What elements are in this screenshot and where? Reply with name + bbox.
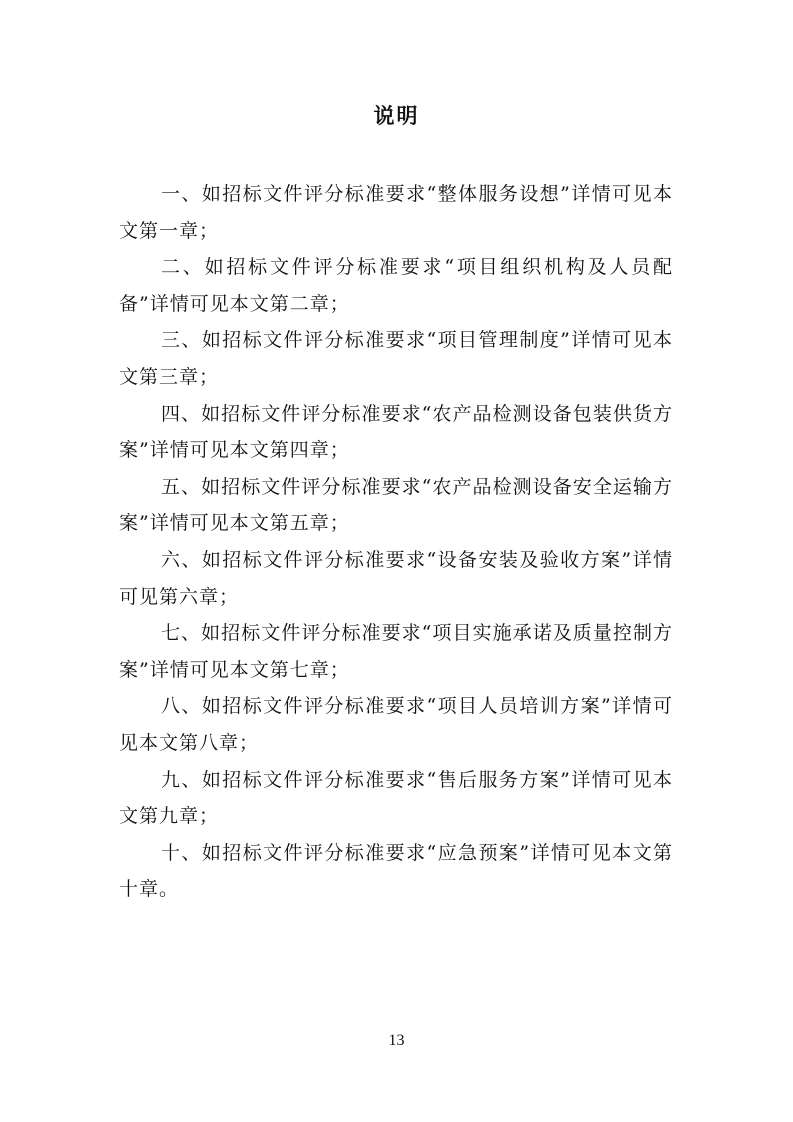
paragraph-5: 五、如招标文件评分标准要求“农产品检测设备安全运输方案”详情可见本文第五章；	[119, 475, 673, 535]
paragraph-1: 一、如招标文件评分标准要求“整体服务设想”详情可见本文第一章；	[119, 183, 673, 242]
page-number: 13	[388, 1032, 405, 1049]
paragraph-8: 八、如招标文件评分标准要求“项目人员培训方案”详情可见本文第八章；	[119, 695, 673, 754]
page-title: 说明	[373, 104, 420, 128]
paragraph-10: 十、如招标文件评分标准要求“应急预案”详情可见本文第十章。	[119, 841, 673, 901]
paragraph-2: 二、如招标文件评分标准要求“项目组织机构及人员配备”详情可见本文第二章；	[119, 256, 673, 315]
paragraph-9: 九、如招标文件评分标准要求“售后服务方案”详情可见本文第九章；	[119, 768, 673, 828]
paragraph-6: 六、如招标文件评分标准要求“设备安装及验收方案”详情可见第六章；	[119, 548, 673, 608]
document-body	[119, 176, 673, 908]
paragraph-4: 四、如招标文件评分标准要求“农产品检测设备包装供货方案”详情可见本文第四章；	[119, 402, 673, 462]
paragraph-3: 三、如招标文件评分标准要求“项目管理制度”详情可见本文第三章；	[119, 329, 673, 388]
paragraph-7: 七、如招标文件评分标准要求“项目实施承诺及质量控制方案”详情可见本文第七章；	[119, 622, 673, 681]
